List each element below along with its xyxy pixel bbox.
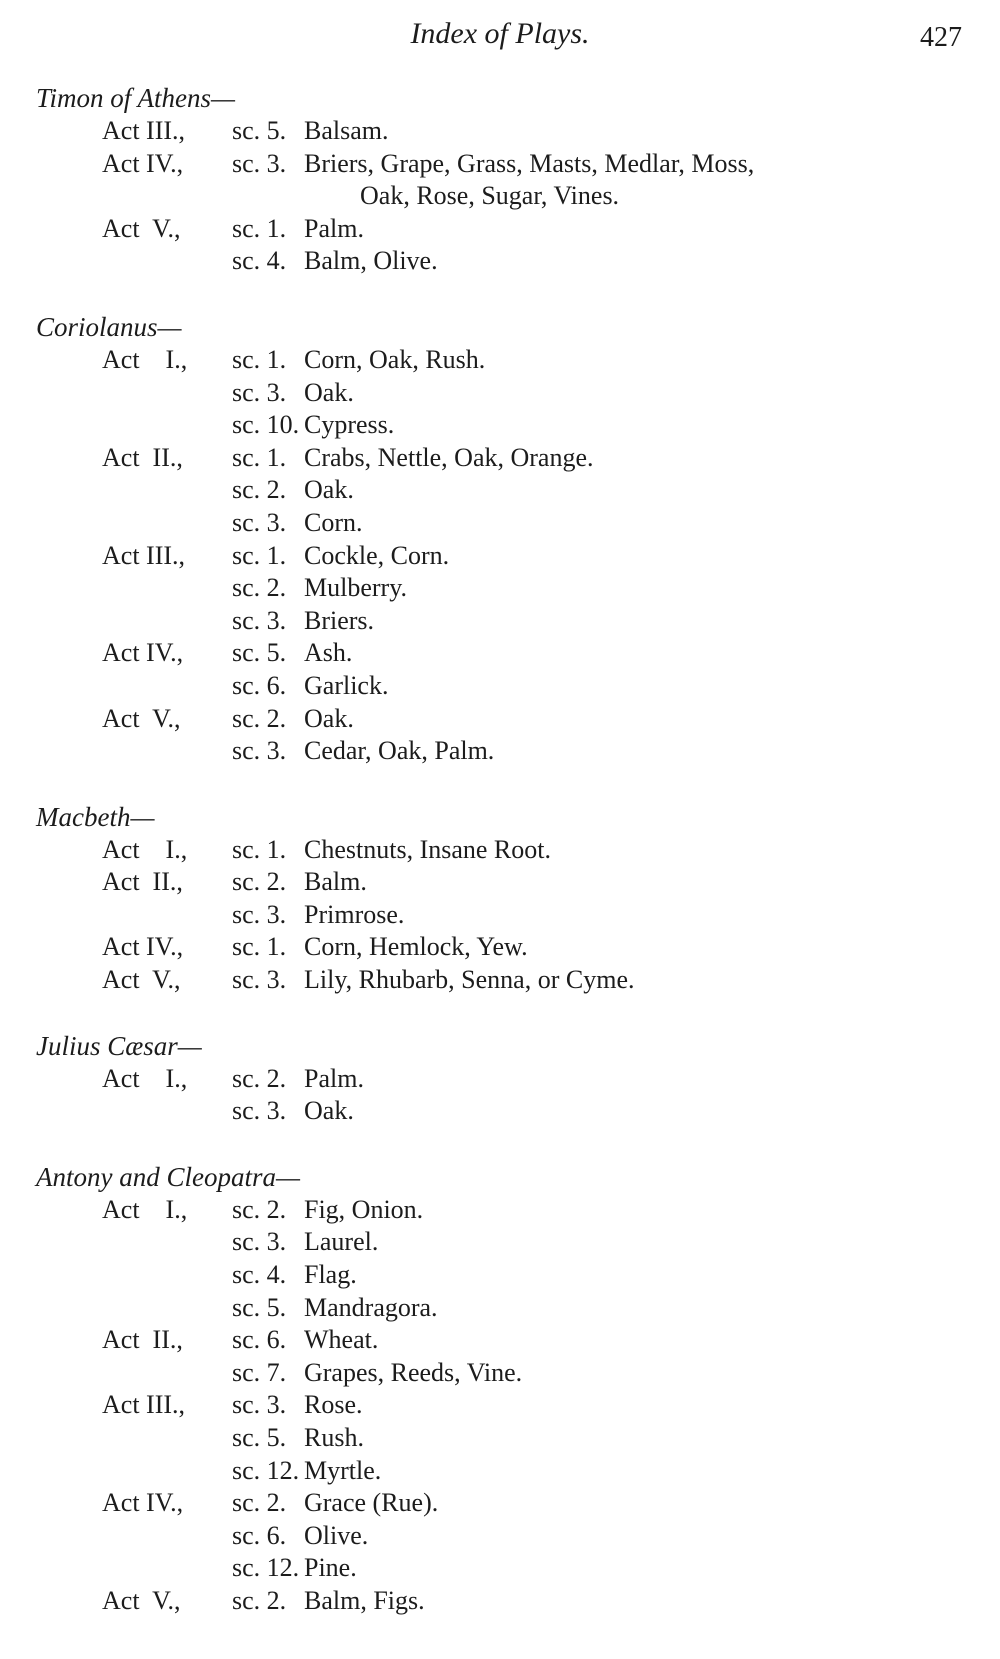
index-entry [36, 1292, 976, 1325]
scene-label: sc. 3. [232, 1390, 287, 1420]
index-entry [36, 1194, 976, 1227]
running-head [0, 14, 1000, 54]
play-section [36, 311, 976, 768]
plant-list: Myrtle. [304, 1455, 382, 1485]
plant-list: Primrose. [304, 899, 405, 929]
index-entry [36, 1226, 976, 1259]
plant-list: Chestnuts, Insane Root. [304, 834, 551, 864]
plant-list-continuation: Oak, Rose, Sugar, Vines. [360, 181, 620, 211]
index-entry [36, 1520, 976, 1553]
plant-list: Oak. [304, 1096, 354, 1126]
scene-label: sc. 5. [232, 1423, 287, 1452]
plant-list: Laurel. [304, 1227, 379, 1257]
index-entry [36, 703, 976, 736]
scene-label: sc. 7. [232, 1357, 287, 1387]
index-entry [36, 1487, 976, 1520]
plant-list: Oak. [304, 703, 354, 733]
act-label: Act III., [102, 540, 186, 570]
plant-list: Mandragora. [304, 1292, 438, 1322]
plant-list: Pine. [304, 1553, 357, 1583]
act-label: Act I., [102, 344, 188, 374]
act-label: Act II., [102, 442, 183, 472]
plant-list: Corn, Oak, Rush. [304, 344, 486, 374]
scene-label: sc. 3. [232, 507, 287, 537]
play-title: Timon of Athens— [36, 83, 236, 113]
scene-label: sc. 3. [232, 1227, 287, 1257]
scene-label: sc. 1. [232, 442, 287, 472]
plant-list: Cockle, Corn. [304, 540, 450, 570]
plant-list: Flag. [304, 1260, 357, 1290]
index-entry [36, 899, 976, 932]
plant-list: Fig, Onion. [304, 1194, 424, 1224]
scene-label: sc. 2. [232, 1488, 287, 1518]
index-entry [36, 115, 976, 148]
running-title: Index of Plays. [410, 17, 590, 50]
index-entry [36, 213, 976, 246]
scene-label: sc. 3. [232, 899, 287, 929]
scene-label: sc. 5. [232, 638, 287, 668]
scene-label: sc. 12. [232, 1553, 300, 1583]
scene-label: sc. 2. [232, 703, 287, 733]
plant-list: Cedar, Oak, Palm. [304, 736, 495, 766]
scene-label: sc. 2. [232, 573, 287, 603]
plant-list: Palm. [304, 1063, 364, 1093]
act-label: Act IV., [102, 932, 184, 962]
act-label: Act V., [102, 703, 181, 733]
index-entry [36, 1259, 976, 1292]
page-number: 427 [920, 22, 962, 53]
index-entry [36, 540, 976, 573]
scene-label: sc. 1. [232, 834, 287, 864]
plant-list: Rush. [304, 1423, 364, 1452]
plant-list: Ash. [304, 638, 353, 668]
index-entry [36, 931, 976, 964]
plant-list: Balm, Olive. [304, 246, 438, 276]
scene-label: sc. 3. [232, 736, 287, 766]
scene-label: sc. 5. [232, 116, 287, 145]
index-body [36, 82, 976, 1651]
play-section [36, 801, 976, 997]
act-label: Act II., [102, 867, 183, 897]
plant-list: Wheat. [304, 1325, 379, 1355]
index-entry [36, 834, 976, 867]
index-entry [36, 1552, 976, 1585]
act-label: Act V., [102, 213, 181, 243]
scene-label: sc. 1. [232, 344, 287, 374]
scene-label: sc. 2. [232, 867, 287, 897]
scene-label: sc. 12. [232, 1455, 300, 1485]
plant-list: Cypress. [304, 410, 395, 440]
act-label: Act II., [102, 1325, 183, 1355]
index-entry [36, 605, 976, 638]
play-title: Macbeth— [36, 801, 155, 832]
play-section [36, 1161, 976, 1618]
index-entry [36, 1585, 976, 1618]
act-label: Act IV., [102, 1488, 184, 1518]
plant-list: Mulberry. [304, 573, 408, 603]
scene-label: sc. 6. [232, 1325, 287, 1355]
index-entry [36, 1422, 976, 1455]
index-entry [36, 1455, 976, 1488]
plant-list: Corn, Hemlock, Yew. [304, 932, 528, 962]
play-section [36, 82, 976, 278]
scene-label: sc. 2. [232, 1585, 287, 1615]
scene-label: sc. 10. [232, 410, 300, 440]
act-label: Act V., [102, 965, 181, 995]
scene-label: sc. 3. [232, 1096, 287, 1126]
play-section [36, 1030, 976, 1128]
index-entry [36, 1324, 976, 1357]
act-label: Act I., [102, 834, 188, 864]
plant-list: Garlick. [304, 670, 389, 700]
act-label: Act IV., [102, 148, 184, 178]
plant-list: Balm, Figs. [304, 1585, 425, 1615]
plant-list: Palm. [304, 213, 364, 243]
index-entry [36, 344, 976, 377]
index-entry [36, 1063, 976, 1096]
index-entry [36, 442, 976, 475]
scene-label: sc. 1. [232, 213, 287, 243]
index-entry [36, 1357, 976, 1390]
index-entry [36, 1389, 976, 1422]
scene-label: sc. 4. [232, 246, 287, 276]
index-entry [36, 148, 976, 181]
plant-list: Crabs, Nettle, Oak, Orange. [304, 442, 594, 472]
act-label: Act I., [102, 1063, 188, 1093]
index-entry [36, 245, 976, 278]
play-title: Coriolanus— [36, 311, 182, 342]
act-label: Act III., [102, 116, 186, 145]
index-entry [36, 507, 976, 540]
index-entry [36, 964, 976, 997]
scene-label: sc. 1. [232, 932, 287, 962]
plant-list: Balm. [304, 867, 367, 897]
scene-label: sc. 3. [232, 377, 287, 407]
scene-label: sc. 3. [232, 605, 287, 635]
index-entry [36, 670, 976, 703]
play-title: Julius Cæsar— [36, 1030, 202, 1061]
plant-list: Briers, Grape, Grass, Masts, Medlar, Moss, [304, 148, 755, 178]
plant-list: Rose. [304, 1390, 363, 1420]
index-entry [36, 474, 976, 507]
plant-list: Oak. [304, 377, 354, 407]
scene-label: sc. 2. [232, 475, 287, 505]
plant-list: Grapes, Reeds, Vine. [304, 1357, 523, 1387]
scene-label: sc. 2. [232, 1194, 287, 1224]
plant-list: Balsam. [304, 116, 389, 145]
scene-label: sc. 5. [232, 1292, 287, 1322]
act-label: Act III., [102, 1390, 186, 1420]
index-entry [36, 735, 976, 768]
plant-list: Grace (Rue). [304, 1488, 439, 1518]
scene-label: sc. 6. [232, 1520, 287, 1550]
plant-list: Briers. [304, 605, 375, 635]
plant-list: Oak. [304, 475, 354, 505]
index-entry [36, 866, 976, 899]
plant-list: Corn. [304, 507, 363, 537]
scene-label: sc. 4. [232, 1260, 287, 1290]
scene-label: sc. 3. [232, 148, 287, 178]
scene-label: sc. 6. [232, 670, 287, 700]
play-title: Antony and Cleopatra— [36, 1161, 300, 1192]
plant-list: Lily, Rhubarb, Senna, or Cyme. [304, 965, 635, 995]
index-entry [36, 409, 976, 442]
index-entry [36, 1095, 976, 1128]
scene-label: sc. 1. [232, 540, 287, 570]
index-entry [36, 377, 976, 410]
plant-list: Olive. [304, 1520, 369, 1550]
index-entry-continuation [36, 180, 976, 213]
scene-label: sc. 3. [232, 965, 287, 995]
index-entry [36, 637, 976, 670]
scene-label: sc. 2. [232, 1063, 287, 1093]
act-label: Act IV., [102, 638, 184, 668]
act-label: Act V., [102, 1585, 181, 1615]
act-label: Act I., [102, 1194, 188, 1224]
index-entry [36, 572, 976, 605]
